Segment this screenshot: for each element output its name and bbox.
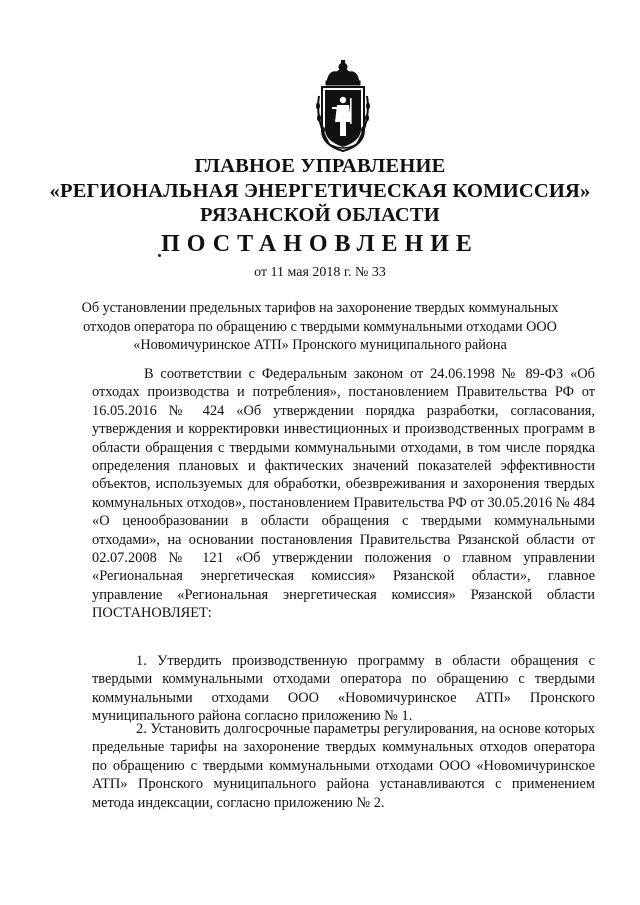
preamble-text: В соответствии с Федеральным законом от 24.06.1998 № 89-ФЗ «Об отходах производства и потребления», постановлением Правительства РФ от 16.05.2016 № 424 «Об утверждении порядка разработки, согласования, утверждения и корректировки инвестиционных и производственных программ в области обращения с твердыми коммунальными отходами, в том числе порядка определения плановых и фактических значений показателей эффективности объектов, используемых для обработки, обезвреживания и захоронения твердых коммунальных отходов», постановлением Правительства РФ от 30.05.2016 № 484 «О ценообразовании в области обращения с твердыми коммунальными отходами», на основании постановления Правительства Рязанской области от 02.07.2008 № 121 «Об утверждении положения о главном управлении «Региональная энергетическая комиссия» Рязанской области», главное управление «Региональная энергетическая комиссия» Рязанской области ПОСТАНОВЛЯЕТ: (92, 366, 595, 622)
agency-name-line-1: ГЛАВНОЕ УПРАВЛЕНИЕ (194, 155, 446, 177)
item-2-paragraph (92, 720, 595, 812)
decree-date-number: от 11 мая 2018 г. № 33 (254, 265, 386, 280)
item-1-paragraph (92, 652, 595, 726)
preamble-paragraph (92, 365, 595, 623)
item-1-text: 1. Утвердить производственную программу в области обращения с твердыми коммунальными отходами оператора по обращению с твердыми коммунальными отходами ООО «Новомичуринское АТП» Пронского муниципального района согласно приложению № 1. (92, 653, 595, 725)
scan-speck (158, 254, 161, 257)
agency-name-line-3: РЯЗАНСКОЙ ОБЛАСТИ (200, 204, 440, 226)
decree-title: ПОСТАНОВЛЕНИЕ (161, 231, 479, 257)
decree-subject: Об установлении предельных тарифов на захоронение твердых коммунальных отходов оператора по обращению с твердыми коммунальными отходами ООО «Новомичуринское АТП» Пронского муниципального района (81, 300, 559, 353)
ryazan-oblast-coat-of-arms-icon (315, 60, 371, 154)
item-2-text: 2. Установить долгосрочные параметры регулирования, на основе которых предельные тарифы на захоронение твердых коммунальных отходов оператора по обращению с твердыми коммунальными отходами ООО «Новомичуринское АТП» Пронского муниципального района устанавливаются с применением метода индексации, согласно приложению № 2. (92, 721, 595, 811)
agency-name-line-2: «РЕГИОНАЛЬНАЯ ЭНЕРГЕТИЧЕСКАЯ КОМИССИЯ» (49, 180, 591, 202)
